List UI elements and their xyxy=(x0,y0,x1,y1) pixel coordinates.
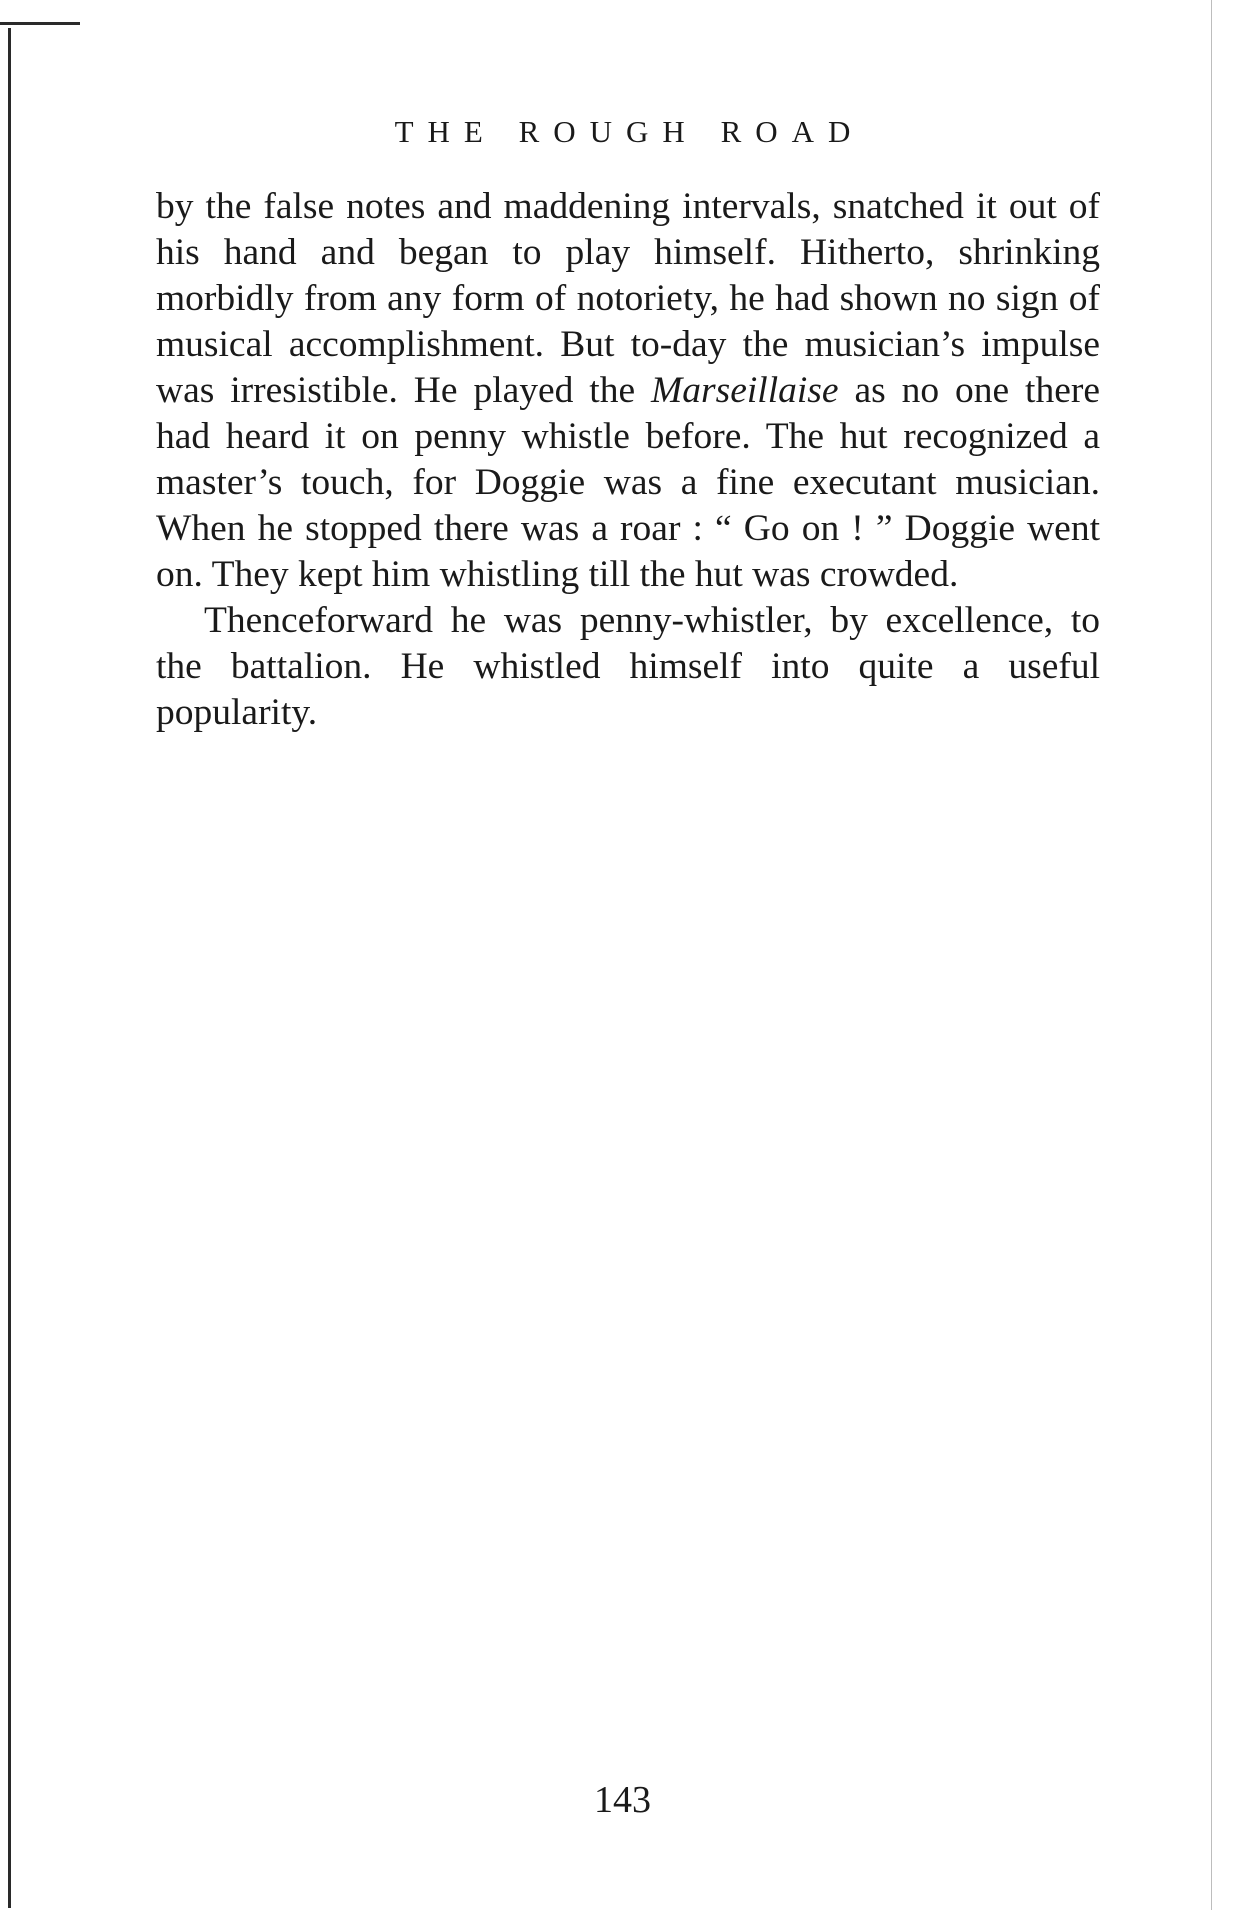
running-head: THE ROUGH ROAD xyxy=(394,114,865,149)
italic-title: Marseillaise xyxy=(651,370,839,411)
paragraph-text: as no one there had heard it on penny whistle before. The hut recognized a master’s touch, for Doggie was a fine executant musician. When he stopped there was a roar : “ Go on ! ” Doggie went on. They kept him whistling till the hut was crowded. xyxy=(156,370,1100,595)
paragraph xyxy=(156,184,1100,598)
paragraph: Thenceforward he was penny-whistler, by excellence, to the battalion. He whistled himself into quite a useful popularity. xyxy=(156,600,1100,733)
scan-border-left xyxy=(8,28,11,1908)
page-number: 143 xyxy=(594,1779,651,1821)
page-body xyxy=(156,184,1100,736)
paragraph-text: by the false notes and maddening intervals, snatched it out of his hand and began to play himself. Hitherto, shrinking morbidly from any form of notoriety, he had shown no sign of musical accomplishment. But to-day the musician’s impulse was irresistible. He played the xyxy=(156,186,1100,411)
scan-border-top xyxy=(0,22,80,25)
scan-border-right xyxy=(1211,0,1212,1910)
